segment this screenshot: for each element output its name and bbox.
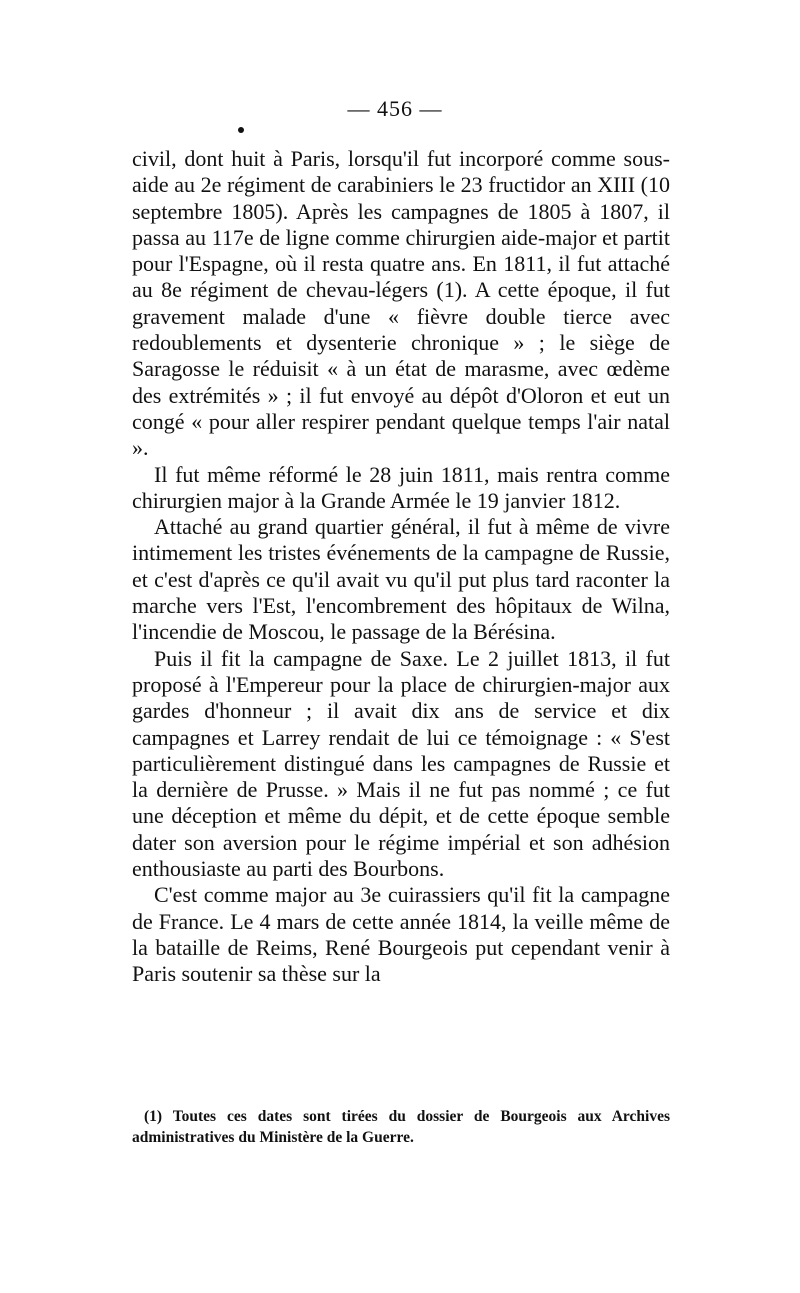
ink-speck	[238, 127, 244, 133]
page-number: — 456 —	[347, 96, 443, 121]
footnote: (1) Toutes ces dates sont tirées du dossier de Bourgeois aux Archives administratives du Ministère de la Guerre.	[132, 1108, 670, 1146]
paragraph-5: C'est comme major au 3e cuirassiers qu'il fit la campagne de France. Le 4 mars de cette année 1814, la veille même de la bataille de Reims, René Bourgeois put cependant venir à Paris soutenir sa thèse sur la	[132, 882, 670, 987]
paragraph-3: Attaché au grand quartier général, il fut à même de vivre intimement les tristes événements de la campagne de Russie, et c'est d'après ce qu'il avait vu qu'il put plus tard raconter la marche vers l'Est, l'encombrement des hôpitaux de Wilna, l'incendie de Moscou, le passage de la Bérésina.	[132, 514, 670, 645]
paragraph-4: Puis il fit la campagne de Saxe. Le 2 juillet 1813, il fut proposé à l'Empereur pour la place de chirurgien-major aux gardes d'honneur ; il avait dix ans de service et dix campagnes et Larrey rendait de lui ce témoignage : « S'est particulièrement distingué dans les campagnes de Russie et la dernière de Prusse. » Mais il ne fut pas nommé ; ce fut une déception et même du dépit, et de cette époque semble dater son aversion pour le régime impérial et son adhésion enthousiaste au parti des Bourbons.	[132, 645, 670, 882]
body-text	[132, 146, 670, 988]
paragraph-1: civil, dont huit à Paris, lorsqu'il fut incorporé comme sous-aide au 2e régiment de carabiniers le 23 fructidor an XIII (10 septembre 1805). Après les campagnes de 1805 à 1807, il passa au 117e de ligne comme chirurgien aide-major et partit pour l'Espagne, où il resta quatre ans. En 1811, il fut attaché au 8e régiment de chevau-légers (1). A cette époque, il fut gravement malade d'une « fièvre double tierce avec redoublements et dysenterie chronique » ; le siège de Saragosse le réduisit « à un état de marasme, avec œdème des extrémités » ; il fut envoyé au dépôt d'Oloron et eut un congé « pour aller respirer pendant quelque temps l'air natal ».	[132, 146, 670, 461]
paragraph-2: Il fut même réformé le 28 juin 1811, mais rentra comme chirurgien major à la Grande Armée le 19 janvier 1812.	[132, 461, 670, 513]
